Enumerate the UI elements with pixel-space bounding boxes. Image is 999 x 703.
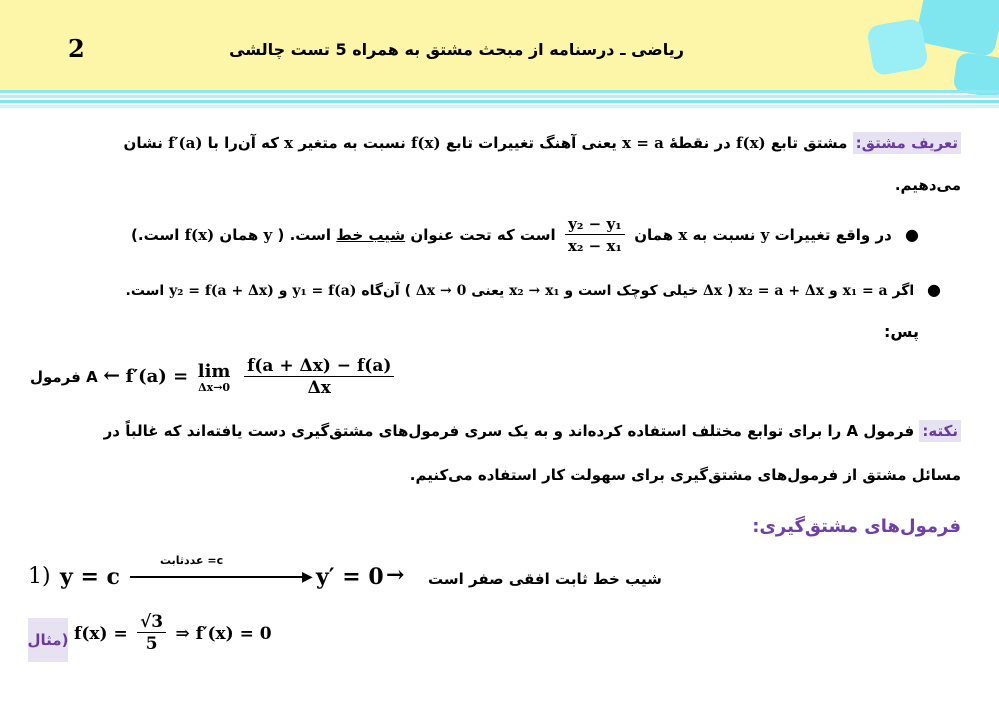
math-xa: x = a [622,134,664,152]
text: یعنی [471,283,505,299]
math-x: x [678,226,688,244]
example-formula [74,612,272,655]
lesson-content [0,110,999,703]
definition-label: تعریف مشتق: [853,132,961,154]
note-line-2: مسائل مشتق از فرمول‌های مشتق‌گیری برای سهولت کار استفاده می‌کنیم. [409,466,961,484]
fraction-denominator: x₂ − x₁ [567,237,622,255]
text: که آن‌را با [207,134,279,152]
decor-square [866,18,929,77]
fraction-numerator: y₂ − y₁ [565,214,625,235]
formula-a [30,356,398,399]
text: همان [219,226,259,244]
text: است.) [131,226,180,244]
header-stripes [0,90,999,110]
definition-line-2: می‌دهیم. [894,176,961,194]
text: و [278,283,288,299]
text: و [829,283,838,299]
bullet-icon: ● [927,280,941,299]
fraction-denominator: 5 [145,634,158,654]
bullet-line-1 [131,214,919,257]
text: همان [634,226,674,244]
text: خیلی کوچک است و [564,283,699,299]
math-fx: f(x) [184,226,215,244]
text: ( [727,283,734,299]
lim-text: lim [197,360,231,382]
example-lhs: f(x) = [74,623,128,644]
text: نشان [123,134,163,152]
text: در نقطهٔ [669,134,731,152]
note-line-1 [104,422,961,440]
example-label: (مثال [28,618,68,662]
fraction-denominator: Δx [307,378,331,398]
formula-lhs: f′(a) = [125,366,189,387]
text: نسبت به [692,226,756,244]
math-dx: Δx [703,283,723,299]
note-label: نکته: [919,420,961,442]
page-header [0,0,999,110]
header-title: ریاضی ـ درسنامه از مبحث مشتق به همراه 5 تست چالشی [229,40,684,59]
math-x: x [284,134,294,152]
formula-label: فرمول A [30,368,98,386]
text: در واقع تغییرات [774,226,892,244]
section-title: فرمول‌های مشتق‌گیری: [752,516,961,537]
math-fpa: f′(a) [168,134,203,152]
math-limit-arrow: x₂ → x₁ [509,283,560,299]
example-rhs: ⇒ f′(x) = 0 [175,623,272,644]
text: اگر [892,283,915,299]
over-arrow [130,554,316,588]
rule-rhs: y′ = 0 [316,564,384,590]
slope-term: شیب خط [336,226,406,244]
bullet-icon: ● [905,225,919,244]
text: است. ( [277,226,332,244]
text: یعنی آهنگ تغییرات تابع [445,134,617,152]
rule-1 [28,554,668,598]
arrow-head-icon: ▶ [302,569,313,585]
page-number: 2 [68,34,85,63]
math-x2: x₂ = a + Δx [738,283,825,299]
math-y1: y₁ = f(a) [292,283,357,299]
math-fx: f(x) [736,134,766,152]
rule-index: 1) [28,564,51,589]
therefore-label: پس: [883,322,919,341]
example-fraction [137,612,166,655]
bullet-line-2 [126,280,941,299]
slope-fraction [565,214,625,257]
fraction-numerator: f(a + Δx) − f(a) [244,356,394,377]
text: فرمول A را برای توابع مختلف استفاده کرده‌اند و به یک سری فرمول‌های مشتق‌گیری دست یافته‌اند که غالباً در [103,422,915,440]
text: است. [125,283,165,299]
text: ) آن‌گاه [361,283,411,299]
limit-operator [198,362,231,394]
fraction-numerator: √3 [137,612,166,633]
definition-line-1 [124,134,961,152]
rule-explanation: شیب خط ثابت افقی صفر است [428,570,662,588]
difference-quotient [244,356,394,399]
text: مشتق تابع [770,134,848,152]
text: است که تحت عنوان [410,226,556,244]
math-y: y [760,226,770,244]
right-arrow-icon: → [386,562,405,588]
lim-subscript: Δx→0 [198,380,231,394]
math-x1: x₁ = a [842,283,888,299]
rule-lhs: y = c [60,564,120,590]
arrow-label: c= عددثابت [160,554,224,567]
text: نسبت به متغیر [298,134,406,152]
math-y: y [263,226,273,244]
long-arrow-icon [130,576,306,578]
left-arrow-icon: ← [103,363,121,387]
math-dx0: Δx → 0 [415,283,467,299]
math-y2: y₂ = f(a + Δx) [169,283,274,299]
math-fx: f(x) [410,134,441,152]
